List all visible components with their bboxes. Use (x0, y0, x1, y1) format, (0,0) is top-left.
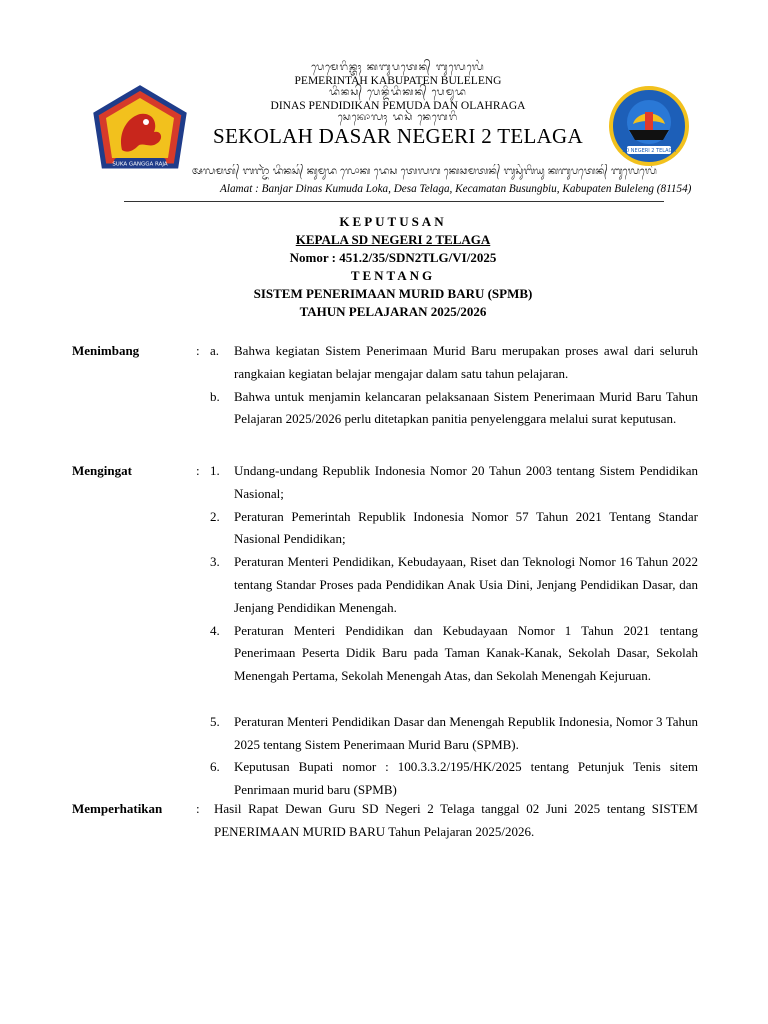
section-label: Memperhatikan (72, 801, 163, 816)
list-item (210, 506, 698, 552)
list-item-text: Bahwa untuk menjamin kelancaran pelaksanaan Sistem Penerimaan Murid Baru Tahun Pelajaran 2025/2026 perlu ditetapkan panitia penyelenggara melalui surat keputusan. (234, 388, 698, 427)
list-item (210, 620, 698, 688)
section-menimbang (72, 340, 698, 455)
section-label: Mengingat (72, 463, 132, 478)
decree-heading: KEPUTUSAN (339, 214, 447, 229)
list-marker: 6. (210, 759, 220, 775)
school-name: SEKOLAH DASAR NEGERI 2 TELAGA (213, 124, 583, 148)
department-name: DINAS PENDIDIKAN PEMUDA DAN OLAHRAGA (270, 100, 526, 112)
list-item (210, 340, 698, 386)
memperhatikan-text: Hasil Rapat Dewan Guru SD Negeri 2 Telaga tanggal 02 Juni 2025 tentang SISTEM PENERIMAAN MURID BARU Tahun Pelajaran 2025/2026. (214, 801, 698, 839)
decree-issuer: KEPALA SD NEGERI 2 TELAGA (295, 232, 491, 247)
balinese-script-line-4: ᬅᬮᬫᬢ᭄ ᬩᬜ᭄ᬚᬃ ᬤᬶᬦᬲ᭄ ᬓᬸᬫᬸᬤ ᬮᭀᬓ ᬤᬾᬲ ᬢᬾᬮᬕ ᬓᬾᬘᬫᬢᬦ᭄ ᬩᬸᬲᬸᬂᬩᬶᬬᬸ ᬓᬩᬸᬧᬢᬾᬦ᭄ ᬩᬸᬮᬾᬮᬾᬂ (192, 166, 657, 177)
buleleng-regency-logo (92, 84, 188, 180)
decree-about: TENTANG (350, 268, 436, 283)
section-memperhatikan (72, 798, 698, 848)
section-colon: : (196, 801, 200, 816)
school-address: Alamat : Banjar Dinas Kumuda Loka, Desa Telaga, Kecamatan Busungbiu, Kabupaten Buleleng (81154) (220, 183, 692, 195)
list-item-text: Peraturan Menteri Pendidikan, Kebudayaan, Riset dan Teknologi Nomor 16 Tahun 2022 tentang Standar Proses pada Pendidikan Anak Usia Dini, Jenjang Pendidikan Dasar, dan Jenjang Pendidikan Menengah. (234, 554, 698, 615)
letterhead-center (192, 62, 604, 148)
letterhead (62, 62, 710, 212)
decree-title (0, 213, 768, 321)
list-item (210, 711, 698, 757)
list-item (210, 551, 698, 619)
list-item (210, 756, 698, 802)
list-marker: 1. (210, 463, 220, 478)
letterhead-divider (124, 201, 664, 202)
list-item-text: Peraturan Pemerintah Republik Indonesia Nomor 57 Tahun 2021 Tentang Standar Nasional Pendidikan; (234, 508, 698, 547)
section-label: Menimbang (72, 343, 140, 358)
balinese-script-line-2: ᬤᬶᬦᬲ᭄ ᬧᬾᬦ᭄ᬤᬶᬤᬶᬓᬦ᭄ ᬧᬾᬫᬸᬤ (329, 87, 467, 98)
logo-right-label: SD NEGERI 2 TELAGA (622, 148, 676, 154)
decree-number: Nomor : 451.2/35/SDN2TLG/VI/2025 (289, 250, 497, 265)
list-marker: b. (210, 388, 220, 404)
list-item-text: Keputusan Bupati nomor : 100.3.3.2/195/HK/2025 tentang Petunjuk Tenis sitem Penrimaan murid baru (SPMB) (234, 759, 698, 798)
section-mengingat (72, 460, 698, 800)
list-item (210, 460, 698, 506)
list-item-text: Bahwa kegiatan Sistem Penerimaan Murid Baru merupakan proses awal dari seluruh rangkaian kegiatan belajar mengajar dalam satu tahun pelajaran. (234, 343, 698, 381)
government-name: PEMERINTAH KABUPATEN BULELENG (294, 75, 502, 87)
section-colon: : (196, 343, 200, 358)
balinese-script-line-1: ᬧᬾᬫᬾᬭᬶᬦ᭄ᬢᬄ ᬓᬩᬸᬧᬢᬾᬦ᭄ ᬩᬸᬮᬾᬮᬾᬂ (311, 62, 485, 73)
list-marker: 3. (210, 554, 220, 570)
list-marker: a. (210, 343, 220, 358)
list-marker: 2. (210, 508, 220, 524)
balinese-script-line-3: ᬲᬾᬓᭀᬮᬄ ᬤᬲᬃ ᬦᬾᬕᬾᬭᬶ (337, 112, 459, 123)
section-colon: : (196, 463, 200, 478)
list-item-text: Peraturan Menteri Pendidikan dan Kebudayaan Nomor 1 Tahun 2021 tentang Penerimaan Peserta Didik Baru pada Taman Kanak-Kanak, Sekolah Dasar, Sekolah Menengah Pertama, Sekolah Menengah Atas, dan Sekolah Menengah Kejuruan. (234, 622, 698, 684)
decree-subject: SISTEM PENERIMAAN MURID BARU (SPMB) (253, 286, 533, 301)
list-item-text: Peraturan Menteri Pendidikan Dasar dan Menengah Republik Indonesia, Nomor 3 Tahun 2025 tentang Sistem Penerimaan Murid Baru (SPMB). (234, 713, 698, 752)
school-logo (607, 84, 691, 168)
list-item (210, 386, 698, 432)
decree-year: TAHUN PELAJARAN 2025/2026 (299, 304, 487, 319)
list-marker: 4. (210, 622, 220, 638)
logo-left-motto: SUKA GANGGA RAJA (112, 161, 168, 168)
list-item-text: Undang-undang Republik Indonesia Nomor 20 Tahun 2003 tentang Sistem Pendidikan Nasional; (234, 463, 698, 501)
list-marker: 5. (210, 713, 220, 729)
